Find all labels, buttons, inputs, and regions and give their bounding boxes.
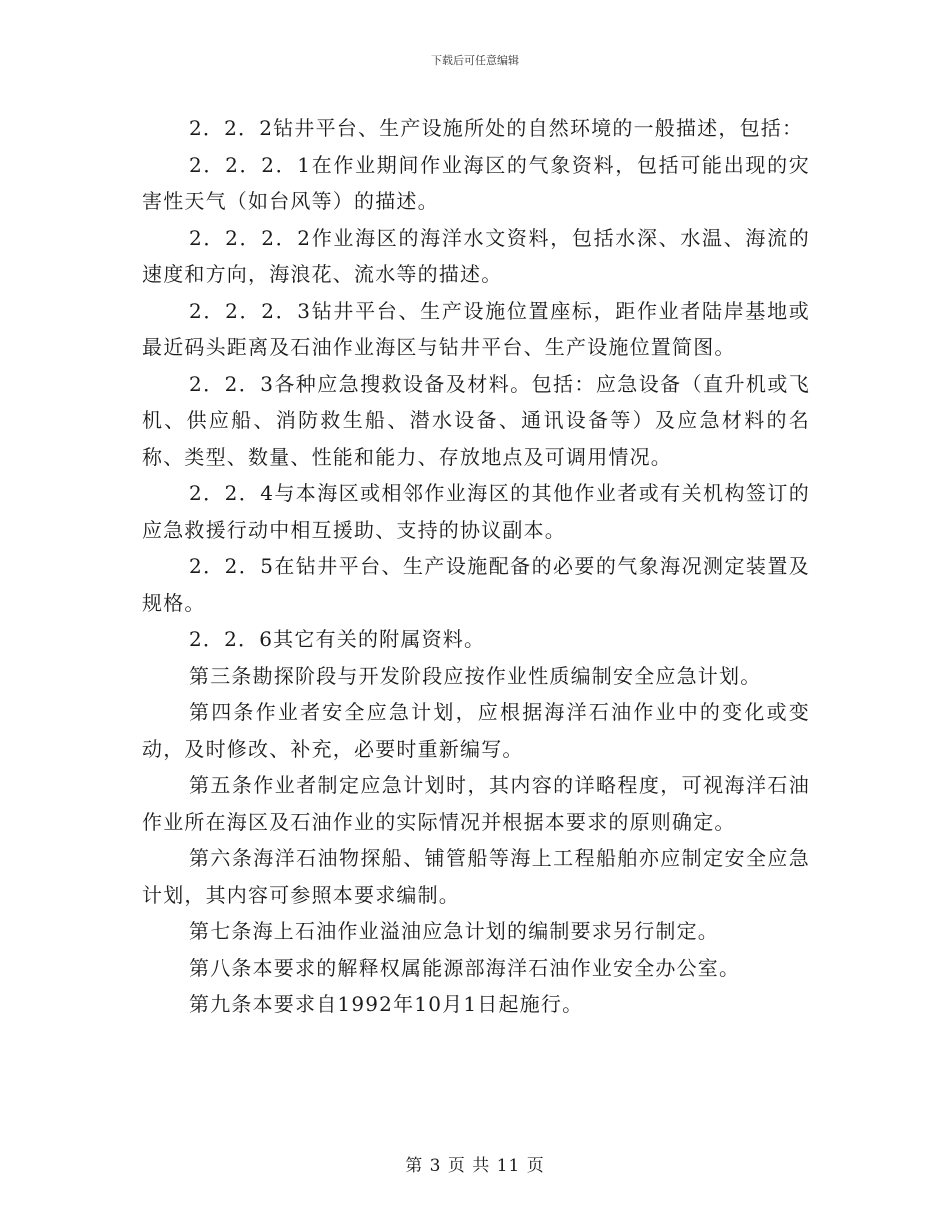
paragraph-2-2-2-3: 2．2．2．3钻井平台、生产设施位置座标，距作业者陆岸基地或最近码头距离及石油作业海区与钻井平台、生产设施位置简图。 (142, 298, 810, 359)
paragraph-2-2-3: 2．2．3各种应急搜救设备及材料。包括：应急设备（直升机或飞机、供应船、消防救生船、潜水设备、通讯设备等）及应急材料的名称、类型、数量、性能和能力、存放地点及可调用情况。 (142, 371, 810, 469)
article-7: 第七条海上石油作业溢油应急计划的编制要求另行制定。 (189, 919, 719, 943)
paragraph-2-2-2-2: 2．2．2．2作业海区的海洋水文资料，包括水深、水温、海流的速度和方向，海浪花、流水等的描述。 (142, 225, 810, 286)
page-number: 第 3 页 共 11 页 (405, 1156, 545, 1176)
page-header-note: 下载后可任意编辑 (431, 54, 519, 67)
article-8: 第八条本要求的解释权属能源部海洋石油作业安全办公室。 (189, 955, 741, 980)
article-9: 第九条本要求自1992年10月1日起施行。 (189, 992, 584, 1016)
paragraph-2-2-4: 2．2．4与本海区或相邻作业海区的其他作业者或有关机构签订的应急救援行动中相互援助、支持的协议副本。 (142, 481, 810, 542)
article-3: 第三条勘探阶段与开发阶段应按作业性质编制安全应急计划。 (189, 663, 762, 688)
paragraph-2-2-6: 2．2．6其它有关的附属资料。 (189, 627, 486, 651)
paragraph-2-2-2-1: 2．2．2．1在作业期间作业海区的气象资料，包括可能出现的灾害性天气（如台风等）的描述。 (142, 152, 810, 213)
article-6: 第六条海洋石油物探船、铺管船等海上工程船舶亦应制定安全应急计划，其内容可参照本要求编制。 (142, 846, 810, 907)
paragraph-2-2-5: 2．2．5在钻井平台、生产设施配备的必要的气象海况测定装置及规格。 (142, 554, 810, 615)
article-5: 第五条作业者制定应急计划时，其内容的详略程度，可视海洋石油作业所在海区及石油作业的实际情况并根据本要求的原则确定。 (142, 773, 810, 834)
article-4: 第四条作业者安全应急计划，应根据海洋石油作业中的变化或变动，及时修改、补充，必要时重新编写。 (142, 700, 810, 761)
document-body (142, 110, 810, 1023)
paragraph-2-2-2: 2．2．2钻井平台、生产设施所处的自然环境的一般描述，包括： (189, 116, 804, 140)
